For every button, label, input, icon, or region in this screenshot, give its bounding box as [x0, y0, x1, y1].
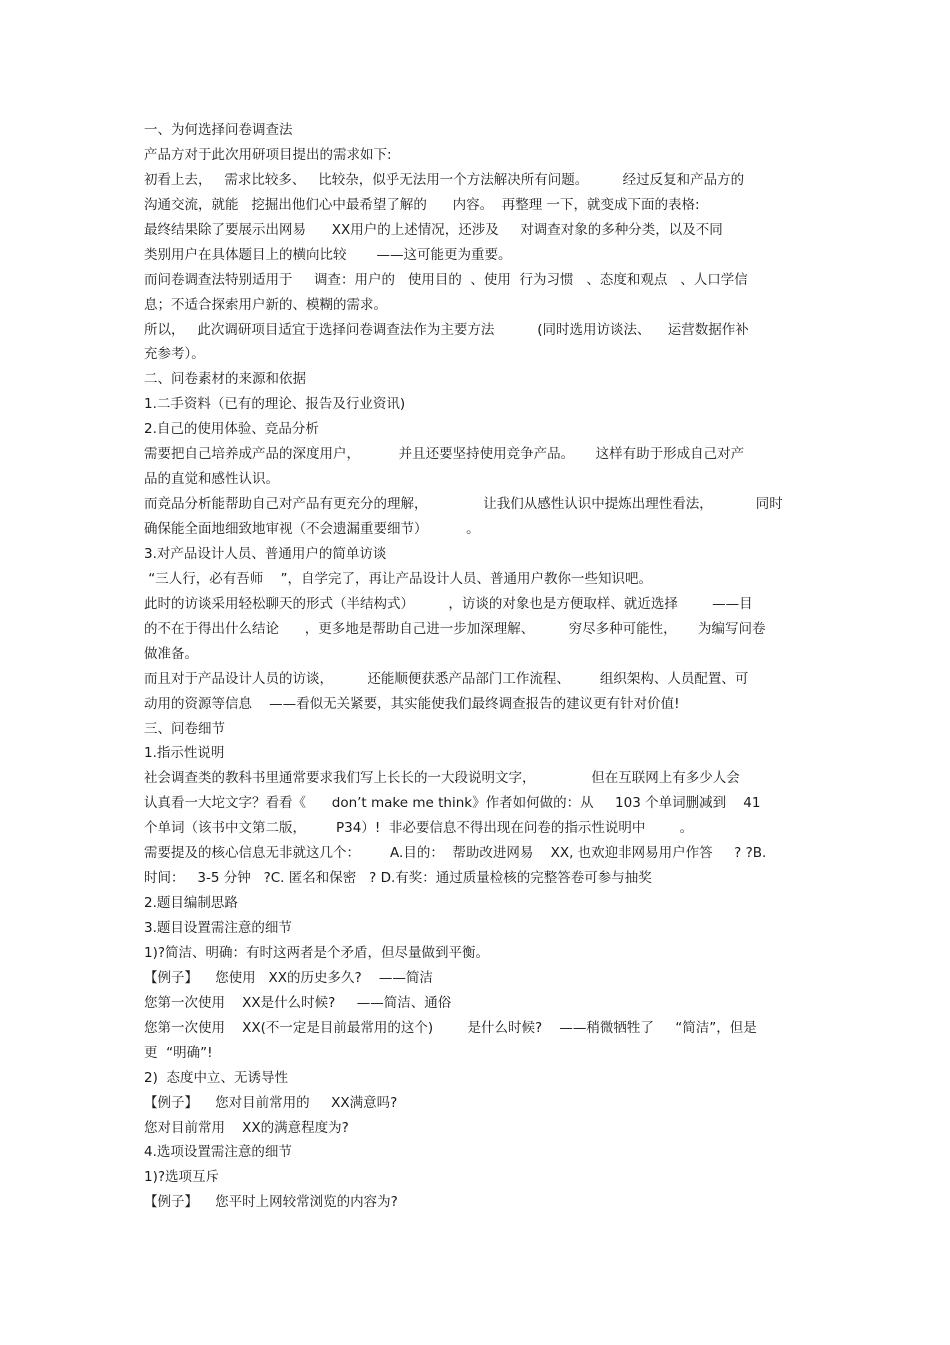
document-body — [144, 118, 824, 1215]
text-line: 【例子】 您平时上网较常浏览的内容为? — [144, 1194, 398, 1211]
text-line: 确保能全面地细致地审视（不会遗漏重要细节） 。 — [144, 521, 480, 537]
text-line: 您对目前常用 XX的满意程度为? — [144, 1119, 349, 1136]
text-line: 需要把自己培养成产品的深度用户， 并且还要坚持使用竞争产品。 这样有助于形成自己对产 — [144, 446, 745, 463]
text-line: 沟通交流，就能 挖掘出他们心中最希望了解的 内容。 再整理 一下，就变成下面的表格: — [144, 196, 700, 213]
text-line: 更 “明确”! — [144, 1044, 213, 1061]
text-line: 2.自己的使用体验、竞品分析 — [144, 421, 319, 438]
text-line: 动用的资源等信息 ——看似无关紧要，其实能使我们最终调查报告的建议更有针对价值! — [144, 695, 680, 712]
text-line: 您第一次使用 XX是什么时候? ——简洁、通俗 — [144, 994, 452, 1011]
text-line: 3.对产品设计人员、普通用户的简单访谈 — [144, 545, 387, 562]
text-line: 时间： 3-5 分钟 ?C. 匿名和保密 ? D.有奖：通过质量检核的完整答卷可参与抽奖 — [144, 870, 652, 887]
text-line: 【例子】 您使用 XX的历史多久? ——简洁 — [144, 969, 433, 986]
text-line: 而且对于产品设计人员的访谈， 还能顺便获悉产品部门工作流程、 组织架构、人员配置、可 — [144, 670, 749, 687]
text-line: 您第一次使用 XX(不一定是目前最常用的这个) 是什么时候? ——稍微牺牲了 “简洁”，但是 — [144, 1019, 757, 1036]
text-line: 类别用户在具体题目上的横向比较 ——这可能更为重要。 — [144, 246, 512, 263]
text-line: 认真看一大坨文字？看看《 don’t make me think》作者如何做的：从 103 个单词删减到 41 — [144, 795, 761, 812]
text-line: 产品方对于此次用研项目提出的需求如下: — [144, 146, 392, 163]
text-line: 4.选项设置需注意的细节 — [144, 1144, 292, 1161]
text-line: 初看上去， 需求比较多、 比较杂，似乎无法用一个方法解决所有问题。 经过反复和产品方的 — [144, 171, 745, 188]
text-line: 充参考）。 — [144, 346, 205, 363]
text-line: 2.题目编制思路 — [144, 895, 238, 912]
text-line: 三、问卷细节 — [144, 720, 225, 737]
text-line: 【例子】 您对目前常用的 XX满意吗? — [144, 1094, 398, 1111]
text-line: “三人行，必有吾师 ”，自学完了，再让产品设计人员、普通用户教你一些知识吧。 — [144, 570, 652, 587]
text-line: 1.指示性说明 — [144, 745, 225, 762]
text-line: 需要提及的核心信息无非就这几个： A.目的： 帮助改进网易 XX, 也欢迎非网易用户作答 ? ?B. — [144, 845, 767, 862]
text-line: 而竞品分析能帮助自己对产品有更充分的理解， 让我们从感性认识中提炼出理性看法， 同时 — [144, 496, 783, 513]
text-line: 社会调查类的教科书里通常要求我们写上长长的一大段说明文字， 但在互联网上有多少人会 — [144, 770, 740, 787]
text-line: 息；不适合探索用户新的、模糊的需求。 — [144, 296, 387, 313]
text-line: 2) 态度中立、无诱导性 — [144, 1069, 288, 1086]
text-line: 此时的访谈采用轻松聊天的形式（半结构式） ，访谈的对象也是方便取样、就近选择 ——目 — [144, 595, 753, 612]
text-line: 一、为何选择问卷调查法 — [144, 122, 293, 138]
text-line: 所以， 此次调研项目适宜于选择问卷调查法作为主要方法 (同时选用访谈法、 运营数据作补 — [144, 321, 749, 338]
text-line: 最终结果除了要展示出网易 XX用户的上述情况，还涉及 对调查对象的多种分类，以及不同 — [144, 221, 723, 238]
text-line: 3.题目设置需注意的细节 — [144, 920, 292, 936]
text-line: 品的直觉和感性认识。 — [144, 471, 279, 488]
text-line: 做准备。 — [144, 645, 198, 662]
text-line: 二、问卷素材的来源和依据 — [144, 371, 306, 388]
text-line: 1)?选项互斥 — [144, 1169, 220, 1186]
text-line: 1.二手资料（已有的理论、报告及行业资讯) — [144, 396, 406, 413]
text-line: 的不在于得出什么结论 ，更多地是帮助自己进一步加深理解、 穷尽多种可能性， 为编写问卷 — [144, 620, 766, 637]
text-line: 个单词（该书中文第二版， P34）! 非必要信息不得出现在问卷的指示性说明中 。 — [144, 820, 694, 837]
text-line: 1)?简洁、明确：有时这两者是个矛盾，但尽量做到平衡。 — [144, 944, 490, 961]
text-line: 而问卷调查法特别适用于 调查：用户的 使用目的 、使用 行为习惯 、态度和观点 、人口学信 — [144, 271, 748, 288]
